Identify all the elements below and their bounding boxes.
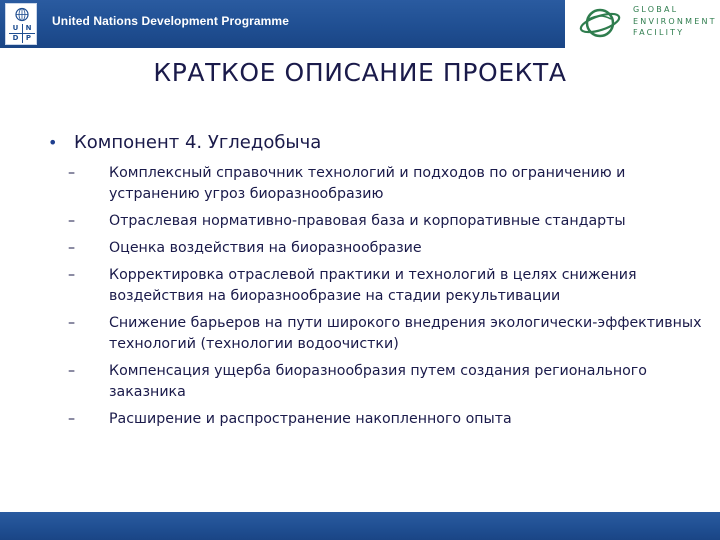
logo-letter-p: P xyxy=(25,34,32,42)
list-item xyxy=(68,313,708,355)
list-item xyxy=(68,409,708,430)
list-item-text: Компенсация ущерба биоразнообразия путем создания регионального заказника xyxy=(109,363,647,400)
sub-bullet-list xyxy=(68,163,708,436)
list-item xyxy=(68,265,708,307)
list-item xyxy=(68,211,708,232)
list-item xyxy=(68,163,708,205)
dash-icon: – xyxy=(68,363,76,379)
dash-icon: – xyxy=(68,213,76,229)
list-item xyxy=(68,361,708,403)
logo-letter-d: D xyxy=(12,34,19,42)
slide-title: КРАТКОЕ ОПИСАНИЕ ПРОЕКТА xyxy=(153,58,567,87)
list-item-text: Комплексный справочник технологий и подходов по ограничению и устранению угроз биоразнообразию xyxy=(109,165,626,202)
organization-name: United Nations Development Programme xyxy=(52,14,289,28)
dash-icon: – xyxy=(68,411,76,427)
gef-wordmark xyxy=(633,4,720,39)
bullet-text: Компонент 4. Угледобыча xyxy=(74,132,322,153)
gef-word-facility: FACILITY xyxy=(633,28,685,37)
list-item xyxy=(68,238,708,259)
gef-word-global: GLOBAL xyxy=(633,5,679,14)
list-item-text: Расширение и распространение накопленного опыта xyxy=(109,411,512,427)
list-item-text: Оценка воздействия на биоразнообразие xyxy=(109,240,422,256)
gef-word-environment: ENVIRONMENT xyxy=(633,16,717,26)
un-emblem-icon xyxy=(14,7,30,22)
footer-bar xyxy=(0,512,720,540)
undp-logo xyxy=(5,3,37,45)
main-bullet xyxy=(48,132,708,160)
gef-logo xyxy=(565,0,720,48)
gef-globe-icon xyxy=(579,3,621,43)
logo-letter-u: U xyxy=(12,24,19,32)
list-item-text: Корректировка отраслевой практики и технологий в целях снижения воздействия на биоразнообразие на стадии рекультивации xyxy=(109,267,637,304)
dash-icon: – xyxy=(68,315,76,331)
logo-letter-n: N xyxy=(25,24,32,32)
bullet-row xyxy=(48,132,708,160)
bullet-dot-icon: • xyxy=(48,133,58,152)
list-item-text: Снижение барьеров на пути широкого внедрения экологически-эффективных технологий (технологии водоочистки) xyxy=(109,315,702,352)
dash-icon: – xyxy=(68,165,76,181)
dash-icon: – xyxy=(68,240,76,256)
list-item-text: Отраслевая нормативно-правовая база и корпоративные стандарты xyxy=(109,213,626,229)
header-bar xyxy=(0,0,720,48)
dash-icon: – xyxy=(68,267,76,283)
